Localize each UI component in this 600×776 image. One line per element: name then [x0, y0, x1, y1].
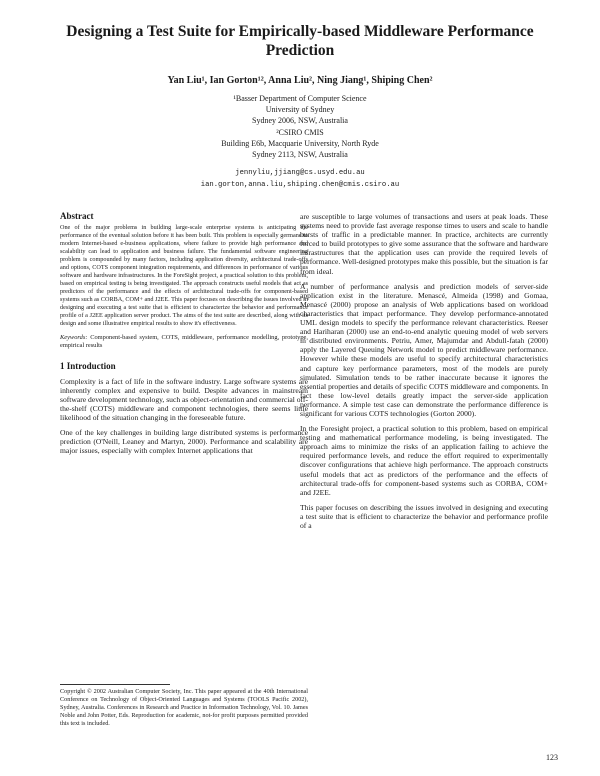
- paper-title: Designing a Test Suite for Empirically-based Middleware Performance Prediction: [66, 23, 534, 59]
- affiliation-line: ¹Basser Department of Computer Science: [233, 94, 367, 103]
- body-paragraph: In the Foresight project, a practical solution to this problem, based on empirical testing and mathematical performance modeling, is being investigated. The approach aims to minimize the risks of an application failing to achieve the required performance levels, and reduce the effort required to experimentally discover configurations that achieve high performance. The approach constructs useful models that act as predictors of the performance and the effects of architectural trade-offs for component-based systems such as CORBA, COM+ and J2EE.: [300, 424, 548, 497]
- affiliation-line: University of Sydney: [265, 105, 335, 115]
- abstract-section: [60, 212, 308, 455]
- affiliation-line: Sydney 2006, NSW, Australia: [252, 116, 348, 126]
- abstract-text: One of the major problems in building large-scale enterprise systems is anticipating the performance of the eventual solution before it has been built. This problem is especially germane to modern Internet-based e-business applications, where failure to provide high performance and scalability can lead to application and business failure. The fundamental software engineering problem is compounded by many factors, including application diversity, architectural trade-offs and options, COTS component integration requirements, and differences in performance of various software and hardware infrastructures. In the ForeSight project, a practical solution to this problem, based on empirical testing is being investigated. The approach constructs useful models that act as predictors of the performance and the effects of architectural trade-offs for component-based systems such as CORBA, COM+ and J2EE. This paper focuses on describing the issues involved in designing and executing a test suite that is efficient to characterize the behavior and performance profile of a J2EE application server product. The aims of the test suite are described, along with its design and some illustrative empirical results to show it's effectiveness.: [60, 224, 308, 328]
- email-line: jennyliu,jjiang@cs.usyd.edu.au: [235, 169, 365, 177]
- intro-heading: 1 Introduction: [60, 361, 116, 372]
- page-number: 123: [546, 753, 558, 762]
- intro-paragraph: One of the key challenges in building large distributed systems is performance prediction (O'Neill, Leaney and Martyn, 2000). Performance and scalability are major issues, especially with complex Internet applications that: [60, 428, 308, 456]
- keywords: [60, 334, 308, 350]
- abstract-heading: Abstract: [60, 211, 94, 221]
- keywords-label: Keywords:: [60, 334, 88, 342]
- email-block: [60, 168, 540, 191]
- body-paragraph: This paper focuses on describing the issues involved in designing and executing a test suite that is efficient to characterize the behavior and performance profile of a: [300, 502, 548, 530]
- right-column: [300, 212, 548, 530]
- intro-paragraph: Complexity is a fact of life in the software industry. Large software systems are inherently complex and expensive to build. Despite advances in mainstream software development technology, such as object-orientation and commercial off-the-shelf (COTS) middleware and component technologies, there seems little likelihood of the situation changing in the foreseeable future.: [60, 376, 308, 422]
- affiliation-line: Building E6b, Macquarie University, North Ryde: [221, 138, 379, 148]
- email-line: ian.gorton,anna.liu,shiping.chen@cmis.csiro.au: [200, 180, 400, 189]
- copyright-notice: Copyright © 2002 Australian Computer Society, Inc. This paper appeared at the 40th International Conference on Technology of Object-Oriented Languages and Systems (TOOLS Pacific 2002), Sydney, Australia. Conferences in Research and Practice in Information Technology, Vol. 10. James Noble and John Potter, Eds. Reproduction for academic, not-for profit purposes permitted provided this text is included.: [60, 688, 308, 727]
- body-paragraph: are susceptible to large volumes of transactions and users at peak loads. These systems need to provide fast average response times to users and scale to handle bursts of traffic in a predictable manner. In practice, architects are currently forced to build prototypes to give some assurance that the software and hardware infrastructures that the application uses can provide the required levels of performance. Well-designed prototypes make this possible, but the situation is far from ideal.: [300, 212, 548, 276]
- footnote-rule: [60, 684, 170, 685]
- author-list: Yan Liu¹, Ian Gorton¹², Anna Liu², Ning Jiang¹, Shiping Chen²: [167, 75, 433, 86]
- affiliation-line: Sydney 2113, NSW, Australia: [252, 150, 348, 160]
- keywords-text: Component-based system, COTS, middleware, performance modelling, prototype, empirical results: [60, 334, 308, 350]
- affiliations: [90, 93, 510, 160]
- affiliation-line: ²CSIRO CMIS: [276, 127, 324, 137]
- body-paragraph: A number of performance analysis and prediction models of server-side application exist in the literature. Menascé, Almeida (1998) and Gomaa, Menascé (2000) propose an analysis of Web applications based on workload characteristics that impact performance. They develop performance-annotated UML design models to specify the performance relevant characteristics. Reeser and Hariharan (2000) use an end-to-end analytic queuing model of web servers in distributed environments. Petriu, Amer, Majumdar and Abdull-fatah (2000) apply the Layered Queuing Network model to predict middleware performance. However while these models are useful to specify architectural characteristics and capture key performance parameters, most of the models are purely simulated. Simulation tends to be rather inaccurate because it ignores the essential properties and details of specific COTS middleware and components. In fact these low-level details greatly impact the server-side application performance. A simple test case can demonstrate the performance difference is significant for various COTS technologies (Gorton 2000).: [300, 281, 548, 418]
